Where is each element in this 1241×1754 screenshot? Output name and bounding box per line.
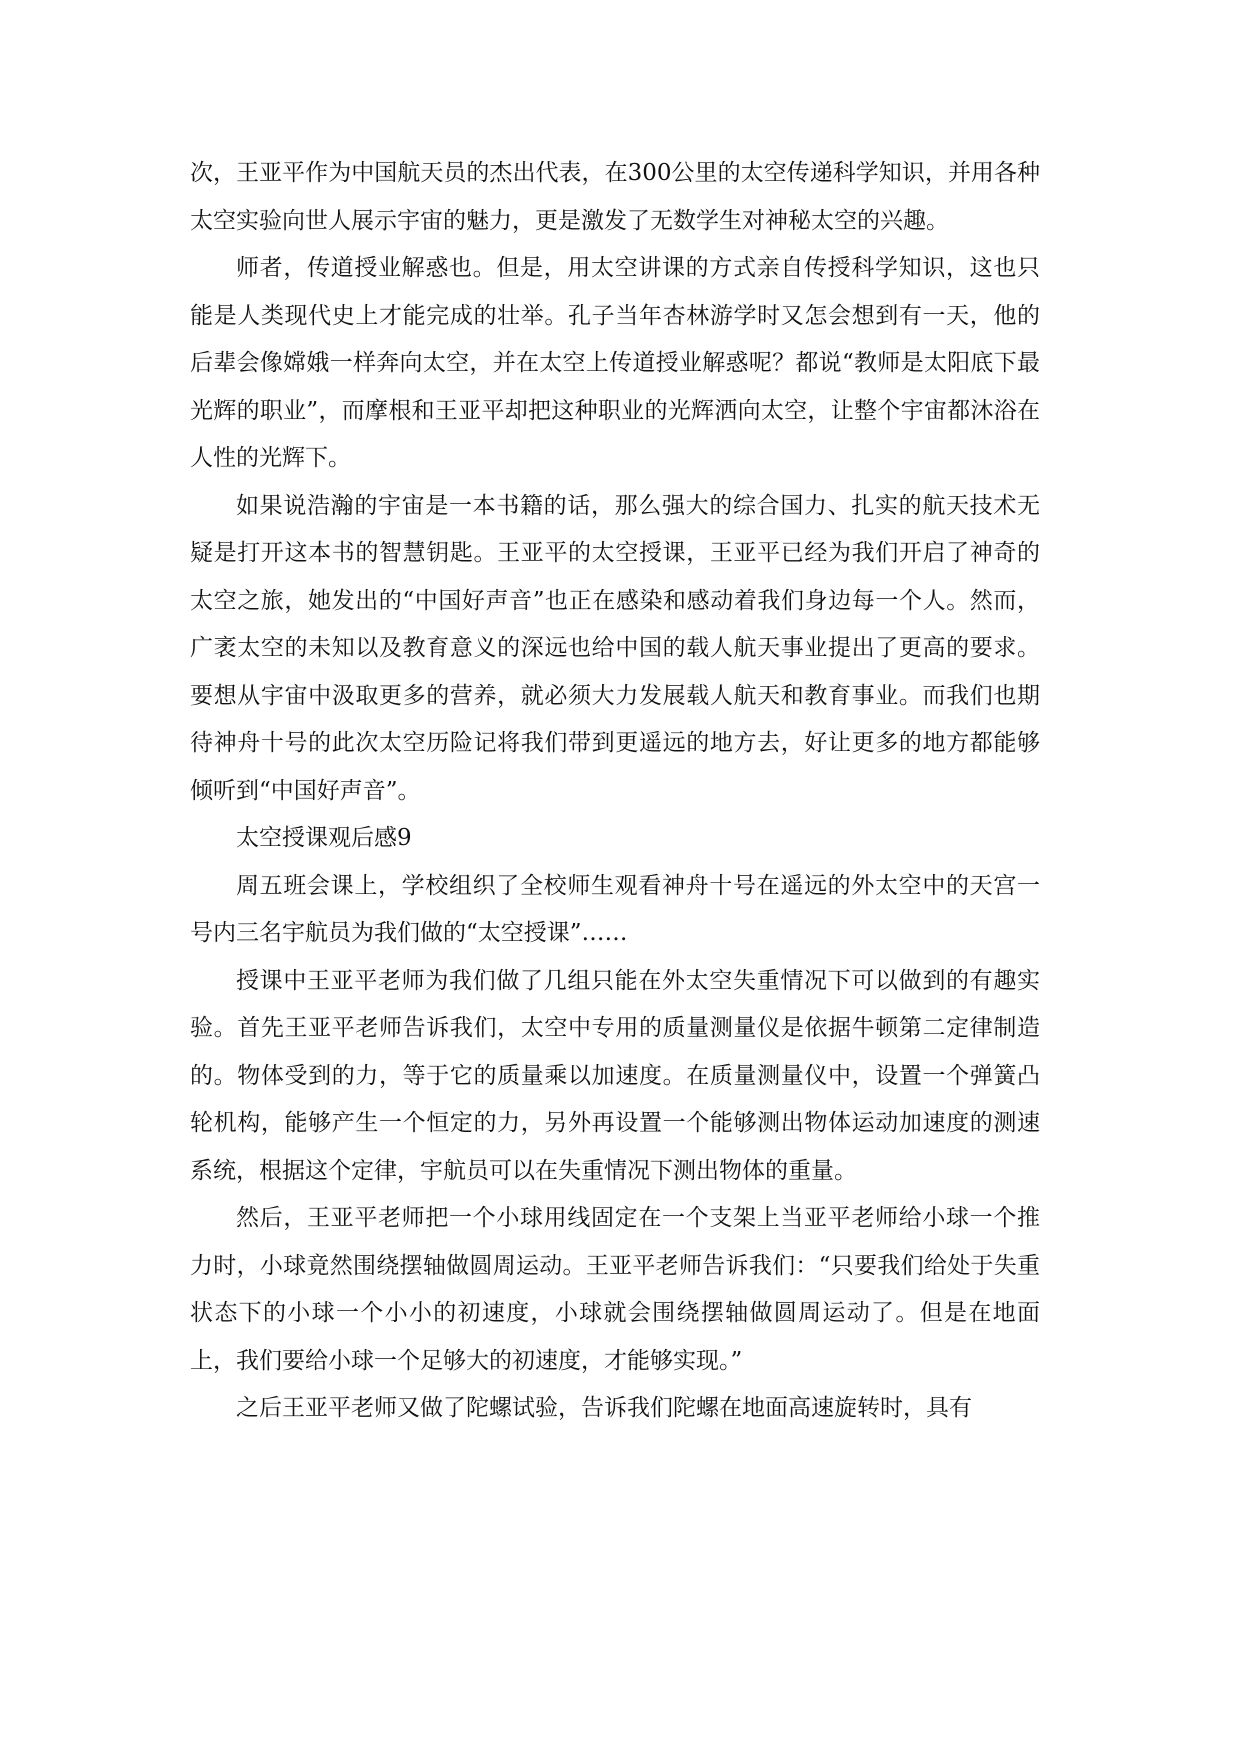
paragraph: 授课中王亚平老师为我们做了几组只能在外太空失重情况下可以做到的有趣实验。首先王亚平老师告诉我们，太空中专用的质量测量仪是依据牛顿第二定律制造的。物体受到的力，等于它的质量乘以加速度。在质量测量仪中，设置一个弹簧凸轮机构，能够产生一个恒定的力，另外再设置一个能够测出物体运动加速度的测速系统，根据这个定律，宇航员可以在失重情况下测出物体的重量。 — [190, 967, 1040, 1184]
paragraph: 然后，王亚平老师把一个小球用线固定在一个支架上当亚平老师给小球一个推力时，小球竟然围绕摆轴做圆周运动。王亚平老师告诉我们：“只要我们给处于失重状态下的小球一个小小的初速度，小球就会围绕摆轴做圆周运动了。但是在地面上，我们要给小球一个足够大的初速度，才能够实现。” — [190, 1205, 1040, 1374]
document-body — [190, 150, 1040, 1433]
paragraph: 师者，传道授业解惑也。但是，用太空讲课的方式亲自传授科学知识，这也只能是人类现代史上才能完成的壮举。孔子当年杏林游学时又怎会想到有一天，他的后辈会像嫦娥一样奔向太空，并在太空上传道授业解惑呢？都说“教师是太阳底下最光辉的职业”，而摩根和王亚平却把这种职业的光辉洒向太空，让整个宇宙都沐浴在人性的光辉下。 — [190, 255, 1040, 471]
section-heading: 太空授课观后感9 — [236, 825, 412, 851]
paragraph: 如果说浩瀚的宇宙是一本书籍的话，那么强大的综合国力、扎实的航天技术无疑是打开这本书的智慧钥匙。王亚平的太空授课，王亚平已经为我们开启了神奇的太空之旅，她发出的“中国好声音”也正在感染和感动着我们身边每一个人。然而，广袤太空的未知以及教育意义的深远也给中国的载人航天事业提出了更高的要求。要想从宇宙中汲取更多的营养，就必须大力发展载人航天和教育事业。而我们也期待神舟十号的此次太空历险记将我们带到更遥远的地方去，好让更多的地方都能够倾听到“中国好声音”。 — [190, 492, 1040, 804]
paragraph-continued: 次，王亚平作为中国航天员的杰出代表，在300公里的太空传递科学知识，并用各种太空实验向世人展示宇宙的魅力，更是激发了无数学生对神秘太空的兴趣。 — [190, 160, 1040, 234]
paragraph-truncated: 之后王亚平老师又做了陀螺试验，告诉我们陀螺在地面高速旋转时，具有 — [236, 1395, 972, 1421]
paragraph: 周五班会课上，学校组织了全校师生观看神舟十号在遥远的外太空中的天宫一号内三名宇航员为我们做的“太空授课”…… — [190, 872, 1040, 946]
